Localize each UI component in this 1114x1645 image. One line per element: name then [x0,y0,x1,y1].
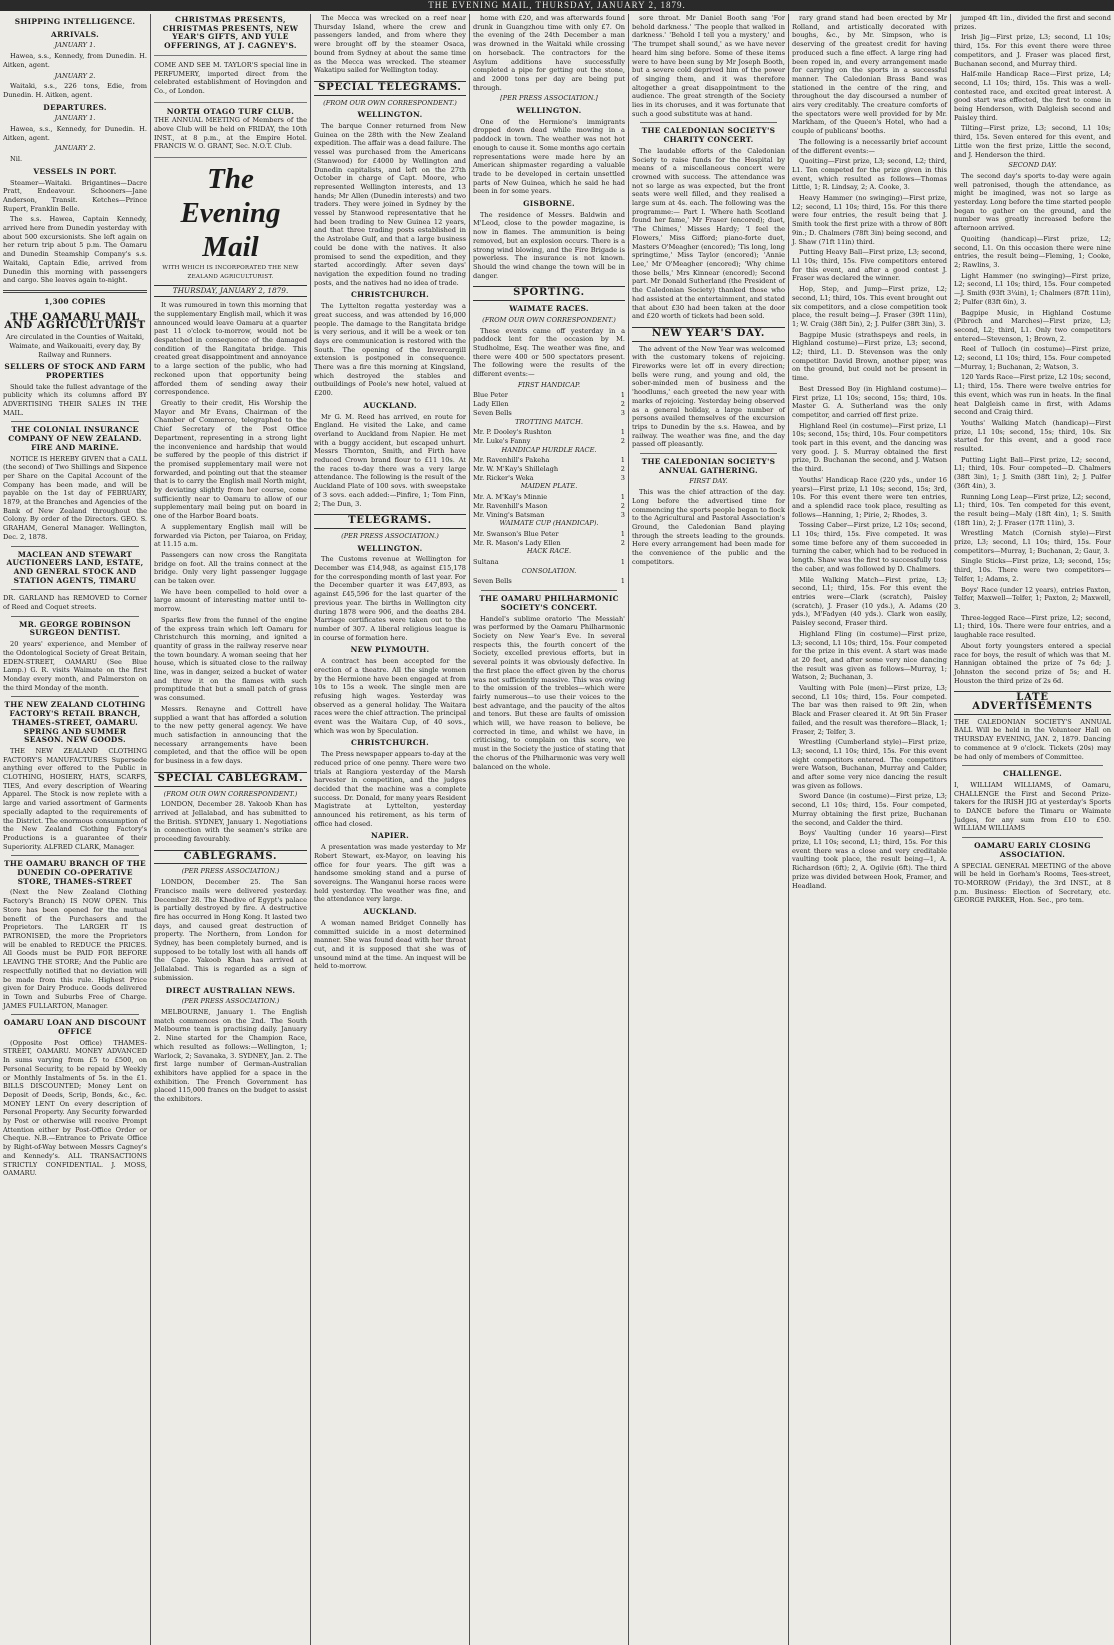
divider [640,122,777,123]
new-years-day-text: The advent of the New Year was welcomed with the customary tokens of rejoicing. Fireworks were let off in every direction; bells were rung, and young and old, the sober-minded men of business and the 'hoodlums,' each greeted the new year with marks of rejoicing. Yesterday being observed as a general holiday, a large number of persons availed themselves of the excursion trips to Dunedin by the s.s. Hawea, and by railway. The weather was fine, and the day passed off pleasantly. [632,344,785,449]
christchurch-2-heading: CHRISTCHURCH. [350,738,430,748]
annual-gathering-text: This was the chief attraction of the day. Long before the advertised time for commencing the sports people began to flock to the Agricultural and Pastoral Association's Ground, the Caledonian Band playing through the streets leading to the grounds. Here every arrangement had been made for the convenience of the public and the competitors. [632,488,785,566]
arrival-entry-1: Hawea, s.s., Kennedy, from Dunedin. H. Aitken, agent. [3,52,147,69]
new-years-day-heading: NEW YEAR'S DAY. [632,327,785,342]
race-name: CONSOLATION. [521,566,577,575]
horse-name: Seven Bells [473,408,512,417]
sports-event-paragraph: Highland Reel (in costume)—First prize, L1 10s; second, 15s; third, 10s. Four competitors took part in this event, and the dancing was very good. J. S. Murray obtained the first prize, D. Buchanan the second, and J. Watson the third. [792,421,947,474]
horse-name: Mr. P. Dooley's Rushton [473,428,552,437]
column-5 [628,14,788,1645]
christmas-presents-ad [154,14,307,56]
napier-heading: NAPIER. [371,831,409,841]
race-results [473,381,625,586]
race-result-row [473,493,625,502]
sports-event-paragraph: Youths' Handicap Race (220 yds., under 16 years)—First prize, L1 10s; second, 15s; 3rd, 10s. For this event there were ten entries, and a splendid race took place, resulting as follows—Hanning, 1; Pirie, 2; Rhodes, 3. [792,475,947,519]
circulation-text: Are circulated in the Counties of Waitaki, Waimate, and Waikouaiti, every day, By Railway and Runners. [5,333,145,359]
telegrams-sub: (PER PRESS ASSOCIATION.) [341,531,439,540]
charity-concert-heading: THE CALEDONIAN SOCIETY'S CHARITY CONCERT. [641,126,776,145]
horse-name: Mr. Vining's Batsman [473,510,545,519]
column-4-top-text: home with £20, and was afterwards found drunk in Guangzhou time with only £7. On the evening of the 24th December a man was drowned in the Waitaki while crossing on horseback. The contractors for the Asylum additions have successfully completed a pipe for getting out the stone, and 2000 tons per day are being put through. [473,14,625,92]
column-6 [788,14,950,1645]
copies-heading: 1,300 COPIES [44,296,106,306]
leader-paragraph-5: We have been compelled to hold over a large amount of interesting matter until to-morrow. [154,587,307,614]
column-1 [0,14,150,1645]
race-result-row [473,539,625,548]
oamaru-mail-ad-title: THE OAMARU MAIL AND AGRICULTURIST [4,310,146,332]
paper-subtitle: WITH WHICH IS INCORPORATED THE NEW ZEALAND AGRICULTURIST. [162,265,299,280]
placing: 1 [620,493,625,502]
robinson-heading: MR. GEORGE ROBINSON SURGEON DENTIST. [19,619,131,638]
sellers-text: Should take the fullest advantage of the publicity which its columns afford BY ADVERTISING THEIR SALES IN THE MAIL. [3,382,147,417]
sports-event-paragraph: Youths' Walking Match (handicap)—First prize, L1 10s; second, 15s; third, 10s. Six started for this event, and a good race resulted. [954,418,1111,454]
auckland-2-heading: AUCKLAND. [363,907,417,917]
placing: 1 [620,456,625,465]
special-telegrams-heading: SPECIAL TELEGRAMS. [314,81,466,96]
divider [11,546,139,547]
departure-entry-1: Hawea, s.s., Kennedy, for Dunedin. H. Aitken, agent. [3,125,147,142]
column-3 [310,14,469,1645]
special-cablegram-text: LONDON, December 28. Yakoob Khan has arrived at Jellalabad, and has submitted to the British. SYDNEY, January 1. Negotiations in connection with the seamen's strike are proceeding favourably. [154,800,307,844]
horse-name: Seven Bells [473,577,512,586]
race-result-row [473,437,625,446]
sports-event-paragraph: jumped 4ft 1in., divided the first and second prizes. [954,14,1111,31]
christchurch-text: The Lyttelton regatta yesterday was a great success, and was attended by 16,000 people. The damage to the Rangitata bridge is very serious, and it will be a week or ten days ere communication is restored with the South. The opening of the Invercargill extension is postponed in consequence. There was a fire this morning at Kingsland, which destroyed the stables and outbuildings of Poole's new hotel, valued at £200. [314,302,466,398]
christchurch-2-text: The Press newspaper appears to-day at the reduced price of one penny. There were two trials at Rangiora yesterday of the Marsh harvester in competition, and the judges decided that the machine was a complete success. Dr. Donald, for many years Resident Magistrate at Lyttelton, yesterday announced his retirement, as his term of office had closed. [314,750,466,828]
sports-event-paragraph: Heavy Hammer (no swinging)—First prize, L2; second, L1 10s; third, 15s. For this there were four entries, the result being that J. Smith took the first prize with a throw of 80ft 9in.; D. Chalmers (78ft 3in) being second, and J. Shaw (71ft 11in) third. [792,194,947,246]
race-result-row [473,456,625,465]
departure-entry-2: Nil. [10,155,23,164]
race-name: FIRST HANDICAP. [517,380,581,389]
sports-event-paragraph: Hop, Step, and Jump—First prize, L2; second, L1; third, 10s. This event brought out six competitors, and a close competition took place, the result being—J. Fraser (39ft 11in), 1; W. Craig (38ft 5in), 2; J. Pulfer (38ft 3in), 3. [792,285,947,328]
leader-paragraph-4: Passengers can now cross the Rangitata bridge on foot. All the trains connect at the bridge. Only very light passenger luggage can be taken over. [154,550,307,586]
sports-event-paragraph: 120 Yards Race—First prize, L2 10s; second, L1; third, 15s. There were twelve entries for this event, which was run in heats. In the final heat Dalgleish came in first, with Adams second and Craig third. [954,373,1111,417]
divider [11,855,139,856]
early-closing-heading: OAMARU EARLY CLOSING ASSOCIATION. [974,841,1091,859]
sports-event-paragraph: Irish Jig—First prize, L3; second, L1 10s; third, 15s. For this event there were three competitors, and J. Fraser was placed first, Buchanan second, and Murray third. [954,33,1111,68]
auckland-2-text: A woman named Bridget Connelly has committed suicide in a most determined manner. She was found dead with her throat cut, and it is supposed that she was of unsound mind at the time. An inquest will be held to-morrow. [314,918,466,971]
placing: 1 [620,428,625,437]
placing: 2 [620,538,625,547]
divider [11,696,139,697]
taylor-perfumery-ad [154,59,307,103]
paper-title: The Evening Mail [180,163,281,264]
departures-date-1: JANUARY 1. [54,114,96,123]
challenge-heading: CHALLENGE. [1003,769,1062,779]
sports-event-paragraph: Vaulting with Pole (men)—First prize, L3; second, L1 10s; third, 15s. Four competed. The bar was then raised to 9ft 2in, when Black and Fraser cleared it. At 9ft 5in Fraser failed, and the result was therefore—Black, 1; Fraser, 2; Telfer, 3. [792,684,947,736]
horse-name: Mr. W. M'Kay's Shillelagh [473,465,559,474]
sports-results-continued [792,14,947,890]
waimate-races-sub: (FROM OUR OWN CORRESPONDENT.) [482,315,616,324]
late-advertisements-heading: LATE ADVERTISEMENTS [954,691,1111,714]
special-cablegram-sub: (FROM OUR OWN CORRESPONDENT.) [163,789,298,798]
race-result-row [473,400,625,409]
early-closing-text: A SPECIAL GENERAL MEETING of the above will be held in Gorham's Rooms, Tees-street, TO-MORROW (Friday), the 3rd INST., at 8 p.m. Business: Election of Secretary, etc. GEORGE PARKER, Hon. Sec., pro tem. [954,861,1111,905]
mecca-wreck-text: The Mecca was wrecked on a reef near Thursday Island, where the crew and passengers landed, and from where they were brought off by the steamer Osaca, bound from Sydney at about the same time as the Mecca was wrecked. The steamer Wakatipu sailed for Wellington today. [314,14,466,75]
placing: 3 [620,473,625,482]
cablegrams-text: LONDON, December 25. The San Francisco mails were delivered yesterday. December 28. The Khedive of Egypt's palace is partially destroyed by fire. A destructive fire has occurred in Hong Kong. It lasted two days, and caused great destruction of property. The Northern, from London for Sydney, has been completely burned, and is supposed to be totally lost with all hands off the Cape. Yakoob Khan has arrived at Jellalabad. This is regarded as a sign of submission. [154,878,307,982]
placing: 2 [620,501,625,510]
placing: 3 [620,408,625,417]
second-day-heading: SECOND DAY. [1008,161,1057,170]
telegrams-wellington-text: The Customs revenue at Wellington for December was £14,948, as against £15,178 for the corresponding month of last year. For the December quarter it was £47,893, as against £45,596 for the last quarter of the previous year. The births in Wellington city during 1878 were 906, and the deaths 284. Marriage certificates were taken out to the number of 307. A liberal religious league is in course of formation here. [314,555,466,642]
sports-event-paragraph: Light Hammer (no swinging)—First prize, L2; second, L1 10s; third, 15s. Four competed—J. Smith (93ft 3¼in), 1; Chalmers (87ft 11in), 2; Pulfer (83ft 6in), 3. [954,271,1111,306]
charity-concert-text: The laudable efforts of the Caledonian Society to raise funds for the Hospital by means of a miscellaneous concert were crowned with success. The attendance was not so large as was expected, but the front seats were well filled, and they realised a large sum at 4s. each. The following was the programme:— Part I. 'Where hath Scotland found her fame,' Mr Fraser (encored); duet, 'The Chimes,' Misses Hardy; 'I feel the Flowers,' Miss Gifford; piano-forte duet, Masters O'Meagher (encored); 'Tis long, long springtime,' Miss Taylor (encored); 'Annie Lee,' Mr O'Meagher (encored); 'Why chime those bells,' Mrs Kinnear (encored); Second part. Mr Donald Sutherland (the President of the Caledonian Society) thanked those who had assisted at the entertainment, and stated that about £30 had been taken at the door and £20 worth of tickets had been sold. [632,146,785,321]
sports-event-paragraph: The second day's sports to-day were again well patronised, though the attendance, as might be imagined, was not so large as yesterday. Long before the time started people began to gather on the ground, and the number was greatly increased before the afternoon arrived. [954,171,1111,233]
divider [962,837,1103,838]
placing: 3 [620,510,625,519]
horse-name: Mr. R. Mason's Lady Ellen [473,538,561,547]
horse-name: Mr. Ravenhill's Pakeha [473,456,550,465]
telegrams-heading: TELEGRAMS. [314,514,466,529]
race-result-row [473,409,625,418]
press-wellington-text: One of the Hermione's immigrants dropped down dead while mowing in a paddock in town. The weather was not hot enough to cause it. Some months ago certain representations were made here by an American shipmaster regarding a valuable trade to be developed in certain unsettled parts of New Guinea, which he said he had been in for some years. [473,117,625,196]
coop-store-text: (Next the New Zealand Clothing Factory's Branch) IS NOW OPEN. This Store has been opened for the mutual benefit of the Purchasers and the Proprietors. The LARGER IT IS PATRONISED, the more the Proprietors will be enabled to REDUCE the PRICES. All Goods must be PAID FOR BEFORE LEAVING THE STORE; And the Public are respectfully notified that no deviation will be made from this rule. Highest Price given for Dairy Produce. Goods delivered in Town and Suburbs Free of Charge. JAMES FULLARTON, Manager. [3,888,147,1010]
wellington-heading: WELLINGTON. [357,110,423,120]
placing: 1 [620,577,625,586]
auckland-text: Mr G. M. Reed has arrived, en route for England. He visited the Lake, and came overland to Auckland from Napier. He met with a buggy accident, but escaped unhurt. Messrs Thornton, Smith, and Firth have reduced Crown brand flour to £11 10s. At the races to-day there was a very large attendance. The following is the result of the Auckland Plate of 100 sovs. with sweepstake of 3 sovs. each added:—Pinfire, 1; Tom Finn, 2; The Dun, 3. [314,412,466,508]
sports-results-second-day [954,14,1111,685]
australian-news-heading: DIRECT AUSTRALIAN NEWS. [165,985,296,995]
sports-event-paragraph: Highland Fling (in costume)—First prize, L3; second, L1 10s; third, 15s. Four competed for the prize in this event. A start was made at 20 feet, and after some very nice dancing the result was given as follows—Murray, 1; Watson, 2; Buchanan, 3. [792,629,947,682]
departures-date-2: JANUARY 2. [54,144,96,153]
sports-event-paragraph: Putting Light Ball—First prize, L2; second, L1; third, 10s. Four competed—D. Chalmers (38ft 3in), 1; J. Smith (38ft 1in), 2; J. Pulfer (36ft 4in), 3. [954,455,1111,490]
column-7 [950,14,1114,1645]
placing: 2 [620,465,625,474]
sellers-heading: SELLERS OF STOCK AND FARM PROPERTIES [4,362,146,380]
divider [962,765,1103,766]
divider [640,453,777,454]
race-result-row [473,530,625,539]
horse-name: Mr. Ravenhill's Mason [473,501,548,510]
sports-event-paragraph: About forty youngsters entered a special race for boys, the result of which was that M. Hannigan obtained the prize of 7s 6d; J. Johnston the second prize of 5s; and H. Houston the third prize of 2s 6d. [954,641,1111,685]
clothing-heading: THE NEW ZEALAND CLOTHING FACTORY'S RETAIL BRANCH, THAMES-STREET, OAMARU. SPRING AND SUMMER SEASON. NEW GOODS. [4,700,146,745]
horse-name: Mr. Ricker's Weka [473,473,534,482]
horse-name: Lady Ellen [473,400,509,409]
race-name: HANDICAP HURDLE RACE. [501,445,597,454]
sports-event-paragraph: Reel of Tulloch (in costume)—First prize, L2; second, L1 10s; third, 15s. Four competed—Murray, 1; Buchanan, 2; Watson, 3. [954,345,1111,371]
horse-name: Sultana [473,558,499,567]
sports-event-paragraph: Wrestling Match (Cornish style)—First prize, L3; second, L1 10s; third, 15s. Four competitors—Murray, 1; Buchanan, 2; Gaur, 3. [954,529,1111,555]
annual-gathering-sub: FIRST DAY. [689,477,728,486]
race-name: TROTTING MATCH. [515,417,583,426]
race-result-row [473,391,625,400]
turf-club-heading: NORTH OTAGO TURF CLUB. [166,106,295,116]
arrivals-date-1: JANUARY 1. [54,41,96,50]
philharmonic-heading: THE OAMARU PHILHARMONIC SOCIETY'S CONCERT. [479,594,619,612]
garland-ad: DR. GARLAND has REMOVED to Corner of Reed and Coquet streets. [3,594,147,612]
gisborne-heading: GISBORNE. [523,199,575,209]
sports-event-paragraph: Best Dressed Boy (in Highland costume)—First prize, L1 10s; second, 15s; third, 10s. Master G. A. Sutherland was the only competitor, and carried off first prize. [792,384,947,419]
loan-office-text: (Opposite Post Office) THAMES-STREET, OAMARU. MONEY ADVANCED In sums varying from £5 to £500, on Personal Security, to be repaid by Weekly or Monthly Instalments of 5s. in the £1. BILLS DISCOUNTED; Money Lent on Deposit of Deeds, Scrip, Bonds, &c., &c. MONEY LENT On every description of Personal Property. Any Security forwarded by Post or otherwise will receive Prompt Attention either by Post-Office Order or Cheque. N.B.—Entrance to Private Office by Right-of-Way between Messrs Cagney's and Kennedy's. ALL TRANSACTIONS STRICTLY CONFIDENTIAL. J. MOSS, OAMARU. [3,1038,147,1178]
sports-event-paragraph: Quoiting (handicap)—First prize, L2; second, L1. On this occasion there were nine entries, the result being—Fleming, 1; Cooke, 2; Rawlins, 3. [954,234,1111,269]
race-name: WAIMATE CUP (HANDICAP). [499,519,599,528]
sports-event-paragraph: rary grand stand had been erected by Mr Rolland, and artistically decorated with boughs, &c., by Mr. Simpson, who is deserving of the greatest credit for having produced such a fine effect. A large ring had been roped in, and every arrangement made for carrying on the sports in a successful manner. The Caledonian Brass Band was stationed in the centre of the ring, and throughout the day discoursed a number of airs very creditably. The creature comforts of the spectators were well provided for by Mr. Markham, of the Queen's Hotel, who had a couple of publicans' booths. [792,14,947,136]
waimate-races-heading: WAIMATE RACES. [509,304,589,314]
sporting-heading: SPORTING. [473,286,625,301]
loan-office-heading: OAMARU LOAN AND DISCOUNT OFFICE [3,1018,147,1037]
sports-event-paragraph: Putting Heavy Ball—First prize, L3; second, L1 10s; third, 15s. Five competitors entered for this event, and after a good contest J. Fraser was declared the winner. [792,248,947,283]
horse-name: Mr. Swanson's Blue Peter [473,529,559,538]
vessels-list: Steamer—Waitaki. Brigantines—Dacre Pratt, Endeavour. Schooners—Jane Anderson, Transit. Ketches—Prince Rupert, Franklin Belle. [3,178,147,213]
special-telegrams-sub: (FROM OUR OWN CORRESPONDENT.) [323,98,457,107]
divider [481,590,617,591]
race-result-row [473,577,625,586]
turf-club-ad [154,106,307,159]
horse-name: Mr. Luke's Fanny [473,436,531,445]
placing: 2 [620,400,625,409]
sports-event-paragraph: Bagpipe Music (strathspeys and reels, in Highland costume)—First prize, L3; second, L2; third, L1. D. Stevenson was the only competitor. David Brown, another piper, was on the ground, but could not be present in time. [792,330,947,383]
sports-event-paragraph: Wrestling (Cumberland style)—First prize, L3; second, L1 10s; third, 15s. For this event eight competitors entered. The competitors were Watson, Buchanan, Murray and Calder, and after some very nice dancing the result was given as follows. [792,738,947,790]
column-5-top-text: sore throat. Mr Daniel Booth sang 'For behold darkness.' 'The people that walked in darkness.' 'Behold I tell you a mystery,' and 'The trumpet shall sound,' as we have never heard him sing before. Some of these items were to have been sung by Mr Joseph Booth, but a severe cold deprived him of the power of singing them, and it was therefore altogether a great disappointment to the audience. The great strength of the Society lies in its choruses, and it was fortunate that such a good substitute was at hand. [632,14,785,118]
shipping-notes: The s.s. Hawea, Captain Kennedy, arrived here from Dunedin yesterday with about 500 excursionists. She left again on her return trip about 5 p.m. The Oamaru and Dunedin Steamship Company's s.s. Waitaki, Captain Edie, arrived from Dunedin this morning with passengers and cargo. She leaves again to-night. [3,215,147,285]
departures-heading: DEPARTURES. [43,102,107,112]
arrival-entry-2: Waitaki, s.s., 226 tons, Edie, from Dunedin. H. Aitken, agent. [3,82,147,99]
waimate-races-text: These events came off yesterday in a paddock lent for the occasion by M. Studholme, Esq. The weather was fine, and there were 400 or 500 spectators present. The following were the results of the different events:— [473,326,625,379]
columns [0,14,1114,1645]
gisborne-text: The residence of Messrs. Baldwin and M'Leod, close to the powder magazine, is now in flames. The ammunition is being removed, but an explosion occurs. There is a strong wind blowing, and the Fire Brigade is powerless. The insurance is not known. Should the wind change the town will be in danger. [473,210,625,280]
leader-paragraph-6: Sparks flew from the funnel of the engine of the express train which left Oamaru for Christchurch this morning, and ignited a quantity of grass in the railway reserve near the town boundary. A woman seeing that her house, which is situated close to the railway line, was in danger, seized a bucket of water and threw it on the flames with such promptitude that but a small patch of grass was consumed. [154,615,307,703]
vessels-heading: VESSELS IN PORT. [33,166,117,176]
running-head: THE EVENING MAIL, THURSDAY, JANUARY 2, 1879. [0,0,1114,11]
leader-paragraph-7: Messrs. Renayne and Cottrell have supplied a want that has afforded a solution to the new petty general agency. We have much satisfaction in announcing that the necessary arrangements have been completed, and that the office will be open for business in a few days. [154,704,307,766]
placing: 1 [620,391,625,400]
annual-gathering-heading: THE CALEDONIAN SOCIETY'S ANNUAL GATHERING. [641,457,776,475]
caledonian-ball-ad: THE CALEDONIAN SOCIETY'S ANNUAL BALL Will be held in the Volunteer Hall on THURSDAY EVENING, JAN. 2, 1879. Dancing to commence at 9 o'clock. Tickets (20s) may be had only of members of Committee. [954,717,1111,761]
sports-event-paragraph: The following is a necessarily brief account of the different events:— [792,137,947,155]
new-plymouth-text: A contract has been accepted for the erection of a theatre. All the single women by the Hermione have been engaged at from 10s to 15s a week. The single men are refusing high wages. Yesterday was observed as a general holiday. The Waitara races were the chief attraction. The principal event was the Waitara Cup, of 40 sovs., which was won by Speculation. [314,657,466,735]
leader-paragraph-2: Greatly to their credit, His Worship the Mayor and Mr Evans, Chairman of the Chamber of Commerce, telegraphed to the Chief Secretary of the Post Office Department, representing in a strong light the inconvenience and hardship that would be suffered by the people of this district if the promised supplementary mail were not forwarded, and pointing out that the steamer that is to carry the English mail North might, by deviating slightly from her course, come sufficiently near to Oamaru to allow of our supplementary mail being put on board in one of the Harbor Board boats. [154,398,307,521]
sports-event-paragraph: Bagpipe Music, in Highland Costume (Pibroch and Marches)—First prize, L3; second, L2; third, L1. Only two competitors entered—Stevenson, 1; Brown, 2. [954,308,1111,343]
race-result-row [473,502,625,511]
divider [11,589,139,590]
paper-date: THURSDAY, JANUARY 2, 1879. [154,285,307,298]
sports-event-paragraph: Single Sticks—First prize, L3; second, 15s; third, 10s. There were two competitors—Telfer, 1; Adams, 2. [954,557,1111,583]
horse-name: Mr. A. M'Kay's Minnie [473,493,548,502]
wellington-text: The barque Conner returned from New Guinea on the 28th with the New Zealand expedition. The affair was a dead failure. The vessel was purchased from the Americans (Stanwood) for £4000 by Wellington and Dunedin capitalists, and left on the 27th October in charge of Capt. Moore, who represented Wellington interests, and 13 hands; Mr Allen (Dunedin interests) and two traders. They were joined in Sydney by the vessel by Stanwood representative that he had been trading to New Guinea 12 years, and that three trading posts established in the Astrolabe Gulf, and that a large business could be done with the natives. It also promised to send the expedition, and they started accordingly. After seven days' navigation the expedition found no trading posts, and the natives had no idea of trade. [314,122,466,287]
sports-event-paragraph: Boys' Vaulting (under 16 years)—First prize, L1 10s; second, L1; third, 15s. For this event there was a close and very creditable vaulting took place, the result being—1, A. Richardson (6ft); 2, A. Ogilvie (6ft). The third prize was divided between Hook, Framer, and Headland. [792,829,947,890]
placing: 2 [620,436,625,445]
clothing-text: THE NEW ZEALAND CLOTHING FACTORY'S MANUFACTURES Supersede anything ever offered to the Public in CLOTHING, HOSIERY, HATS, SCARFS, TIES, And every description of Wearing Apparel. The Stock is now replete with a large and varied assortment of Garments specially adapted to the requirements of the District. The enormous consumption of the New Zealand Clothing Factory's Productions is a guarantee of their Superiority. ALFRED CLARK, Manager. [3,746,147,851]
divider [11,421,139,422]
column-2 [150,14,310,1645]
robinson-text: 20 years' experience, and Member of the Odontological Society of Great Britain, EDEN-STREET, OAMARU (See Blue Lamp.) G. R. visits Waimate on the first Monday every month, and Palmerston on the third Monday of the month. [3,640,147,692]
sports-event-paragraph: Half-mile Handicap Race—First prize, L4; second, L1 10s; third, 15s. This was a well-contested race, and excited great interest. A good start was effected, the first to come in being Henderson, with Dalgleish second and Paisley third. [954,70,1111,122]
sports-event-paragraph: Sword Dance (in costume)—First prize, L3; second, L1 10s; third, 15s. Four competed, Murray obtaining the first prize, Buchanan the second, and Calder the third. [792,792,947,827]
auckland-heading: AUCKLAND. [363,400,417,410]
cablegrams-sub: (PER PRESS ASSOCIATION.) [181,867,280,876]
challenge-text: I, WILLIAM WILLIAMS, of Oamaru, CHALLENGE the First and Second Prize-takers for the IRISH JIG at yesterday's Sports to DANCE before the Timaru or Waimate Judges, for any sum from £10 to £50. WILLIAM WILLIAMS [954,780,1111,833]
horse-name: Blue Peter [473,391,508,400]
race-result-row [473,511,625,520]
placing: 1 [620,558,625,567]
race-result-row [473,465,625,474]
sports-event-paragraph: Three-legged Race—First prize, L2; second, L1; third, 10s. There were four entries, and a laughable race resulted. [954,613,1111,640]
press-wellington-heading: WELLINGTON. [516,106,582,116]
sports-event-paragraph: Running Long Leap—First prize, L2; second, L1; third, 10s. Ten competed for this event, the result being—Maly (18ft 4in), 1; S. Smith (18ft 1in), 2; J. Fraser (17ft 11in), 3. [954,492,1111,527]
maclean-stewart-ad: MACLEAN AND STEWART AUCTIONEERS LAND, ESTATE, AND GENERAL STOCK AND STATION AGENTS, TIMARU [6,549,144,585]
race-result-row [473,428,625,437]
race-result-row [473,474,625,483]
column-4 [469,14,628,1645]
leader-paragraph-1: It was rumoured in town this morning that the supplementary English mail, which it was announced would leave Oamaru at a quarter past 11 o'clock to-morrow, would not be despatched in consequence of the damaged condition of the Rangitata bridge. This created great disappointment and annoyance to a large section of the public, who had reckoned upon that opportunity being afforded them of sending away their correspondence. [154,301,307,397]
special-cablegram-heading: SPECIAL CABLEGRAM. [154,772,307,787]
new-plymouth-heading: NEW PLYMOUTH. [350,645,430,655]
sports-event-paragraph: Tilting—First prize, L3; second, L1 10s; third, 15s. Seven entered for this event, and Little won the first prize, Little the second, and J. Henderson the third. [954,124,1111,159]
taylor-perfumery-text: COME AND SEE M. TAYLOR'S special line in PERFUMERY, imported direct from the celebrated establishment of Hovingdon and Co., of London. [154,60,307,95]
sports-event-paragraph: Tossing Caber—First prize, L2 10s; second, L1 10s; third, 15s. Five competed. It was some time before any of them succeeded in turning the caber, which had to be reduced in length. Shaw was the first to successfully toss the caber, and was followed by D. Chalmers. [792,521,947,573]
race-name: HACK RACE. [526,547,572,556]
christchurch-heading: CHRISTCHURCH. [350,290,430,300]
sports-event-paragraph: Boys' Race (under 12 years), entries Paxton, Telfer, Maxwell—Telfer, 1; Paxton, 2; Maxwell, 3. [954,585,1111,611]
turf-club-text: THE ANNUAL MEETING of Members of the above Club will be held on FRIDAY, the 10th INST., at 8 p.m., at the Empire Hotel. FRANCIS W. O. GRANT, Sec. N.O.T. Club. [154,116,307,151]
napier-text: A presentation was made yesterday to Mr Robert Stewart, ex-Mayor, on leaving his office for four years. The gift was a handsome smoking stand and a purse of sovereigns. The Wanganui horse races were held yesterday. The weather was fine, and the attendance very large. [314,843,466,904]
sports-event-paragraph: Quoiting—First prize, L3; second, L2; third, L1. Ten competed for the prize given in this event, which resulted as follows—Thomas Little, 1; R. Lindsay, 2; A. Cooke, 3. [792,157,947,192]
philharmonic-text: Handel's sublime oratorio 'The Messiah' was performed by the Oamaru Philharmonic Society on New Year's Eve. In several respects this, the fourth concert of the Society, excelled previous efforts, but in several points it was obviously defective. In the first place the effect given by the chorus was not sufficiently massive. This was owing to the omission of the trebles—which were fairly numerous—to use their voices to the best advantage, and the paucity of the altos and tenors. But these are faults of omission which will, we have reason to believe, be corrected in time, and whilst we have, in criticising, to complain on this score, we must in the Society the justice of stating that the chorus of the Philharmonic was very well balanced on the whole. [473,614,625,771]
placing: 1 [620,529,625,538]
arrivals-heading: ARRIVALS. [51,29,99,39]
colonial-insurance-heading: THE COLONIAL INSURANCE COMPANY OF NEW ZEALAND. FIRE AND MARINE. [8,425,142,452]
divider [11,616,139,617]
cablegrams-heading: CABLEGRAMS. [154,850,307,865]
press-association-heading: [PER PRESS ASSOCIATION.] [500,94,598,103]
leader-paragraph-3: A supplementary English mail will be forwarded via Picton, per Taiaroa, on Friday, at 11.15 a.m. [154,522,307,549]
sports-event-paragraph: Mile Walking Match—First prize, L3; second, L1; third, 15s. For this event the entries were—Clark (scratch), Paisley (scratch), J. Fraser (10 yds.), A. Adams (20 yds.), M'Fadyen (40 yds.). Clark won easily, Paisley second, Fraser third. [792,575,947,628]
telegrams-wellington-heading: WELLINGTON. [357,543,423,553]
race-result-row [473,558,625,567]
colonial-insurance-notice: NOTICE IS HEREBY GIVEN that a CALL (the second) of Two Shillings and Sixpence per Share on the Capital Account of the Company has been made, and will be payable on the 1st day of FEBRUARY, 1879, at the Branches and Agencies of the Bank of New Zealand throughout the Colony. By order of the Directors. GEO. S. GRAHAM, General Manager. Wellington, Dec. 2, 1878. [3,454,147,541]
divider [11,1014,139,1015]
shipping-heading: SHIPPING INTELLIGENCE. [14,17,136,26]
divider [3,290,147,293]
australian-news-sub: (PER PRESS ASSOCIATION.) [181,997,280,1006]
australian-news-text: MELBOURNE, January 1. The English match commences on the 2nd. The South Melbourne team is practising daily. January 2. Nine started for the Champion Race, which resulted as follows:—Wellington, 1; Warlock, 2; Savanaka, 3. SYDNEY, Jan. 2. The first large number of German-Australian exhibitors have applied for a space in the exhibition. The French Government has placed 115,000 francs on the budget to assist the exhibitors. [154,1007,307,1104]
race-name: MAIDEN PLATE. [520,482,578,491]
arrivals-date-2: JANUARY 2. [54,71,96,80]
christmas-presents-text: CHRISTMAS PRESENTS, CHRISTMAS PRESENTS, NEW YEAR'S GIFTS, AND YULE OFFERINGS, AT J. CAGNEY'S. [162,15,299,51]
coop-store-heading: THE OAMARU BRANCH OF THE DUNEDIN CO-OPERATIVE STORE, THAMES-STREET [4,859,146,886]
